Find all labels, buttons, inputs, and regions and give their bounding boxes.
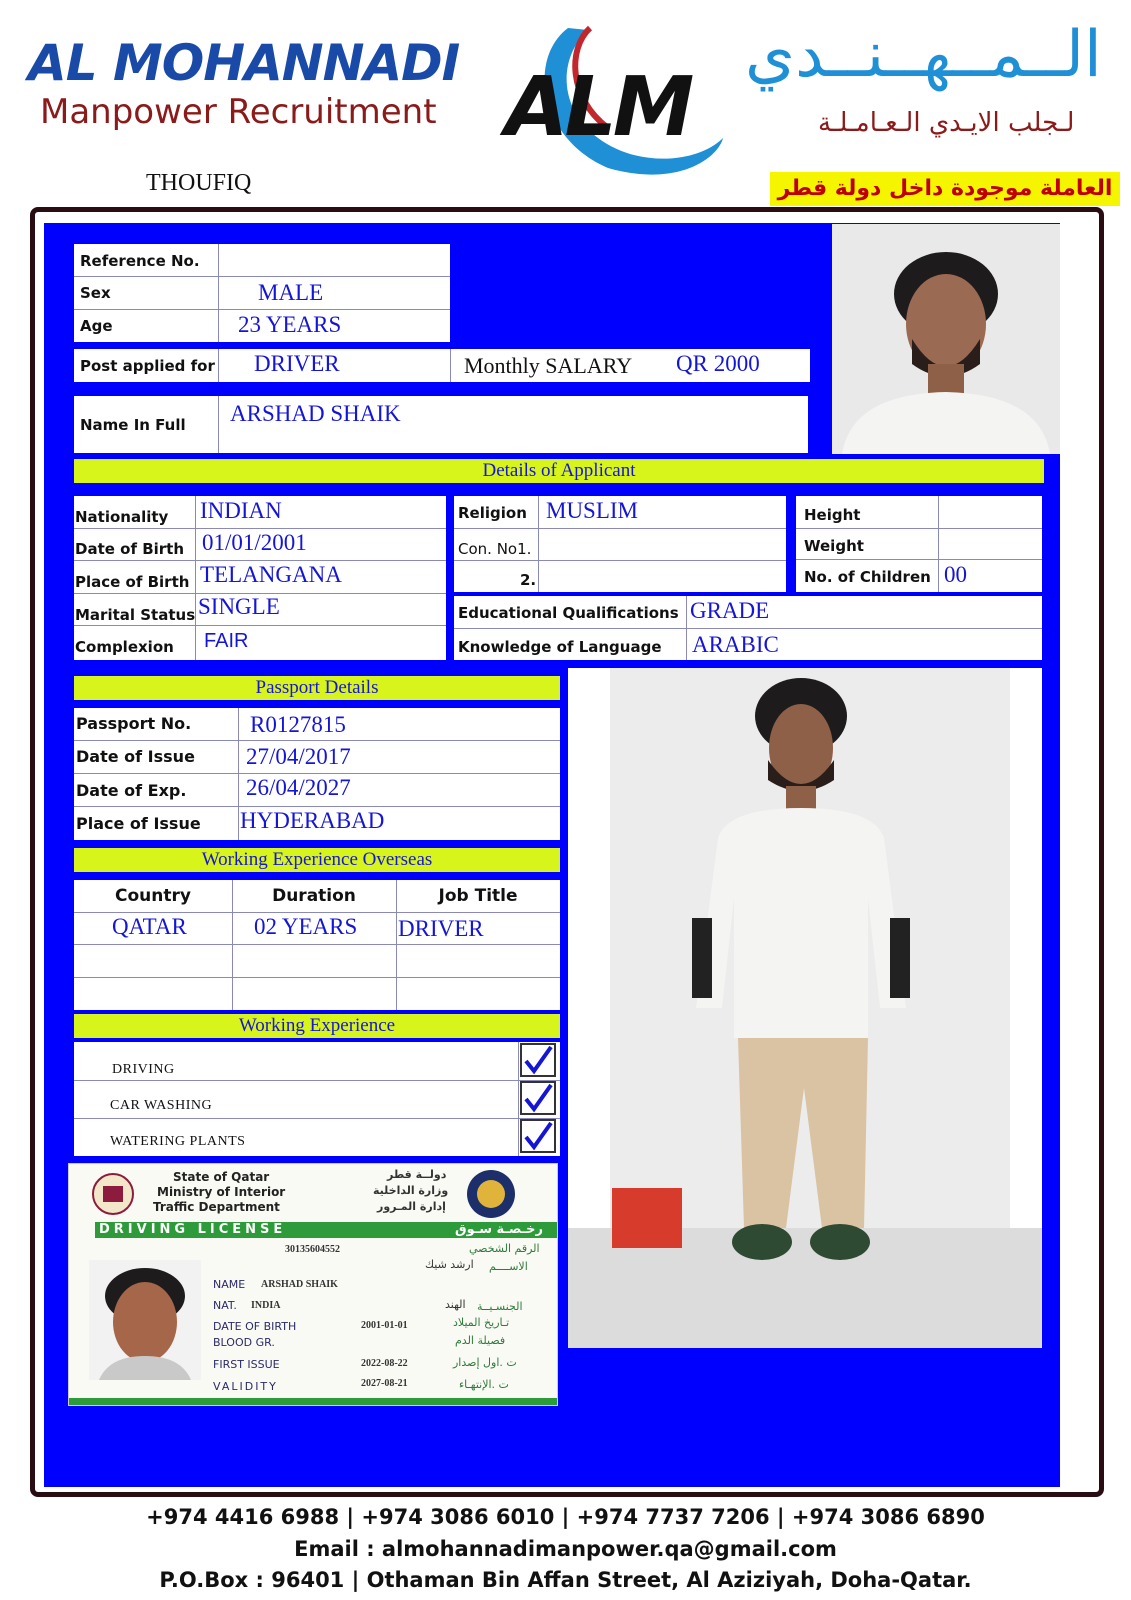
license-id-number: 30135604552: [285, 1244, 340, 1255]
company-name-ar: الــمــهــنــدي: [745, 18, 1102, 92]
section-working-experience-overseas: Working Experience Overseas: [74, 848, 560, 872]
license-validity-label: VALIDITY: [213, 1380, 278, 1393]
salary-label: Monthly SALARY: [464, 353, 633, 378]
license-name-value: ARSHAD SHAIK: [261, 1279, 338, 1290]
col-header-country: Country: [115, 886, 191, 906]
checkbox-driving[interactable]: [520, 1043, 556, 1077]
dob-label: Date of Birth: [75, 540, 185, 558]
passport-no-value: R0127815: [250, 712, 346, 737]
license-first-issue-label: FIRST ISSUE: [213, 1358, 280, 1371]
name-label: Name In Full: [80, 416, 186, 434]
post-label: Post applied for: [80, 357, 215, 375]
issue-date-label: Date of Issue: [76, 747, 195, 766]
license-state-en: State of Qatar: [173, 1170, 270, 1184]
list-item-car-washing: CAR WASHING: [110, 1098, 213, 1113]
license-dept-en: Traffic Department: [153, 1200, 280, 1214]
pob-value: TELANGANA: [200, 562, 342, 587]
reference-table: [74, 244, 450, 342]
license-nat-value: INDIA: [251, 1300, 281, 1311]
license-bottom-stripe: [69, 1398, 558, 1406]
expiry-date-label: Date of Exp.: [76, 781, 187, 800]
license-title-ar: رخـصـة سـوق: [455, 1222, 543, 1237]
license-nat-ar-label: الجنسـيــة: [477, 1300, 523, 1313]
license-name-ar-label: الاســــم: [489, 1260, 528, 1273]
section-passport-details: Passport Details: [74, 676, 560, 700]
dob-value: 01/01/2001: [202, 530, 307, 555]
table-cell-duration: 02 YEARS: [254, 914, 358, 939]
availability-badge: العاملة موجودة داخل دولة قطر: [770, 172, 1120, 206]
issue-date-value: 27/04/2017: [246, 744, 351, 769]
license-dept-ar: إدارة المـرور: [377, 1200, 446, 1213]
license-nat-label: NAT.: [213, 1299, 237, 1312]
passport-no-label: Passport No.: [76, 714, 192, 733]
qatar-emblem-icon: [91, 1172, 135, 1216]
table-cell-job-title: DRIVER: [398, 916, 484, 941]
issue-place-label: Place of Issue: [76, 814, 201, 833]
nationality-value: INDIAN: [200, 498, 282, 523]
col-header-job-title: Job Title: [438, 886, 518, 906]
company-name-en: AL MOHANNADI: [28, 34, 460, 92]
check-mark-icon: [522, 1045, 554, 1075]
person-silhouette-icon: [89, 1260, 201, 1380]
license-dob-ar-label: تـاريخ الميلاد: [453, 1316, 510, 1329]
license-name-ar-value: ارشد شيك: [425, 1258, 474, 1271]
education-table: [454, 596, 1042, 660]
list-item-driving: DRIVING: [112, 1062, 175, 1077]
marital-value: SINGLE: [198, 594, 280, 619]
col-header-duration: Duration: [272, 886, 356, 906]
company-tagline-en: Manpower Recruitment: [40, 92, 437, 132]
experience-list: [74, 1042, 560, 1156]
license-validity-ar-label: ت .الإنتهـاء: [459, 1378, 509, 1391]
name-value: ARSHAD SHAIK: [230, 401, 401, 426]
name-table: [74, 396, 808, 453]
age-label: Age: [80, 317, 113, 335]
applicant-full-body-photo: [568, 668, 1042, 1348]
license-ministry-en: Ministry of Interior: [157, 1185, 286, 1199]
license-nat-ar-value: الهند: [445, 1298, 466, 1311]
license-first-issue-ar-label: ت .اول إصدار: [453, 1356, 517, 1369]
agent-name: THOUFIQ: [146, 170, 252, 196]
children-label: No. of Children: [804, 568, 931, 586]
license-state-ar: دولــة قطر: [387, 1168, 447, 1181]
language-label: Knowledge of Language: [458, 638, 662, 656]
gcc-emblem-icon: [465, 1168, 517, 1220]
driving-license-card: [68, 1163, 558, 1406]
check-mark-icon: [522, 1121, 554, 1151]
section-details-of-applicant: Details of Applicant: [74, 459, 1044, 483]
license-dob-value: 2001-01-01: [361, 1320, 408, 1331]
issue-place-value: HYDERABAD: [240, 808, 385, 833]
license-validity-value: 2027-08-21: [361, 1378, 408, 1389]
post-table: [74, 349, 810, 382]
footer-phones: +974 4416 6988 | +974 3086 6010 | +974 7737 7206 | +974 3086 6890: [146, 1505, 985, 1529]
personal-details-table: [74, 496, 446, 660]
weight-label: Weight: [804, 537, 864, 555]
footer-address: P.O.Box : 96401 | Othaman Bin Affan Street, Al Aziziyah, Doha-Qatar.: [159, 1568, 972, 1592]
person-silhouette-icon: [568, 668, 1042, 1348]
license-ministry-ar: وزارة الداخلية: [373, 1184, 449, 1197]
section-working-experience: Working Experience: [74, 1014, 560, 1038]
table-cell-country: QATAR: [112, 914, 187, 939]
expiry-date-value: 26/04/2027: [246, 775, 351, 800]
checkbox-car-washing[interactable]: [520, 1081, 556, 1115]
checkbox-watering-plants[interactable]: [520, 1119, 556, 1153]
language-value: ARABIC: [692, 632, 779, 657]
reference-label: Reference No.: [80, 252, 200, 270]
overseas-table: [74, 880, 560, 1010]
education-value: GRADE: [690, 598, 770, 623]
age-value: 23 YEARS: [238, 312, 342, 337]
license-title-bar: [95, 1222, 558, 1238]
religion-label: Religion: [458, 504, 527, 522]
children-value: 00: [944, 562, 967, 587]
list-item-watering-plants: WATERING PLANTS: [110, 1134, 246, 1149]
sex-value: MALE: [258, 280, 324, 305]
contact-2-label: 2.: [520, 571, 537, 589]
religion-value: MUSLIM: [546, 498, 639, 523]
license-blood-ar-label: فصيلة الدم: [455, 1334, 506, 1347]
check-mark-icon: [522, 1083, 554, 1113]
nationality-label: Nationality: [75, 508, 169, 526]
sex-label: Sex: [80, 284, 111, 302]
license-name-label: NAME: [213, 1278, 246, 1291]
complexion-value: FAIR: [204, 630, 249, 652]
education-label: Educational Qualifications: [458, 604, 679, 622]
license-title-en: DRIVING LICENSE: [99, 1222, 287, 1237]
physical-table: [796, 496, 1042, 592]
license-dob-label: DATE OF BIRTH: [213, 1320, 297, 1333]
license-photo: [89, 1260, 201, 1380]
salary-value: QR 2000: [676, 351, 760, 376]
religion-table: [454, 496, 786, 592]
license-first-issue-value: 2022-08-22: [361, 1358, 408, 1369]
post-value: DRIVER: [254, 351, 340, 376]
passport-table: [74, 708, 560, 840]
alm-logo: ALM: [505, 60, 691, 155]
contact-1-label: Con. No1.: [458, 540, 532, 558]
person-silhouette-icon: [832, 224, 1060, 454]
license-blood-label: BLOOD GR.: [213, 1336, 275, 1349]
pob-label: Place of Birth: [75, 573, 190, 591]
footer-email: Email : almohannadimanpower.qa@gmail.com: [294, 1537, 837, 1561]
complexion-label: Complexion: [75, 638, 174, 656]
height-label: Height: [804, 506, 861, 524]
marital-label: Marital Status: [75, 606, 196, 624]
company-tagline-ar: لـجلب الايـدي الـعـامـلـة: [818, 108, 1075, 138]
license-id-label-ar: الرقم الشخصي: [469, 1242, 540, 1255]
applicant-headshot-photo: [832, 224, 1060, 454]
